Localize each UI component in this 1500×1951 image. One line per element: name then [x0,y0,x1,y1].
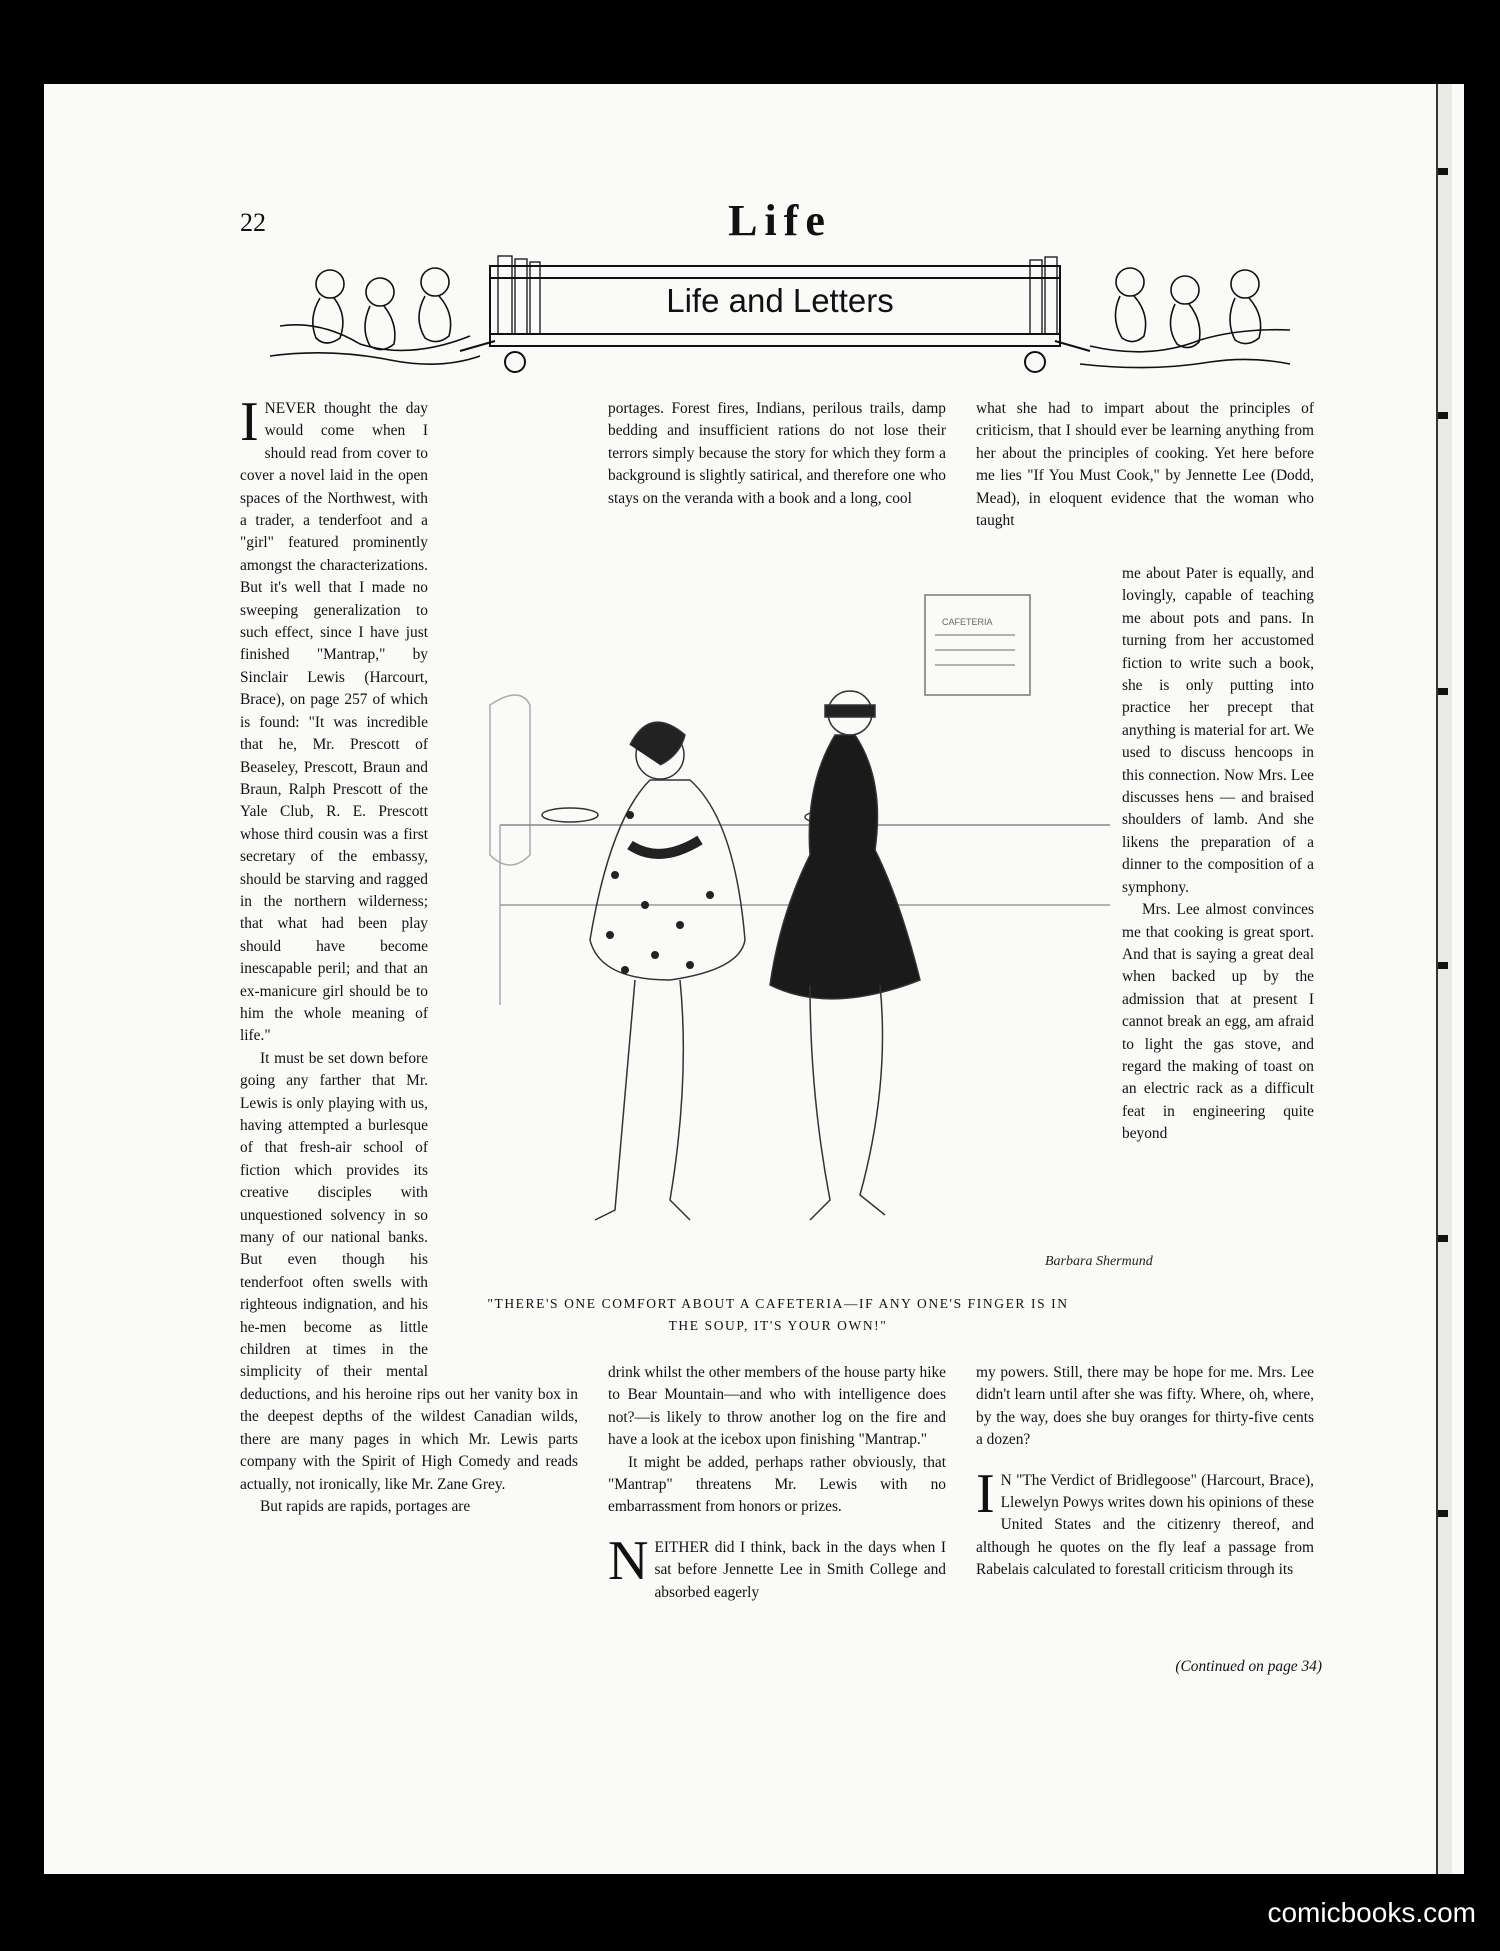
illustration-caption [448,1293,1108,1337]
masthead-title: Life [728,196,832,245]
caption-line-2: THE SOUP, IT'S YOUR OWN!" [668,1318,888,1333]
col3-paragraph-2-bottom: my powers. Still, there may be hope for me. Mrs. Lee didn't learn until after she was fifty. Where, oh, where, by the way, does she buy oranges for thirty-five cents a dozen? [976,1364,1314,1449]
drop-cap: I [976,1462,995,1525]
col1-paragraph-1-text: NEVER thought the day would come when I should read from cover to cover a novel laid in the open spaces of the Northwest, with a trader, a tenderfoot and a "girl" featured prominently amongst the characterizations. But it's well that I made no sweeping generalization to such effect, since I have just finished "Mantrap," by Sinclair Lewis (Harcourt, Brace), on page 257 of which is found: "It was incredible that he, Mr. Prescott of Beaseley, Prescott, Braun and Braun, Ralph Prescott of the Yale Club, R. E. Prescott whose third cousin was a first secretary of the embassy, should be starving and ragged in the northern wilderness; that what had been play should have become inescapable peril; and that an ex-manicure girl should be to him the whole meaning of life." [240,400,428,1045]
binding-mark [1438,168,1448,175]
column-3-bottom [976,1362,1314,1582]
col2-paragraph-1-top: portages. Forest fires, Indians, perilous trails, damp bedding and insufficient rations do not lose their terrors simply because the story for which they form a background is slightly satirical, and therefore one who stays on the veranda with a book and a long, cool [608,400,946,507]
watermark: comicbooks.com [1267,1897,1476,1928]
binding-mark [1438,962,1448,969]
column-3-top [976,398,1314,532]
col3-paragraph-1-top: what she had to impart about the principles of criticism, that I should ever be learning anything from her about the principles of cooking. Yet here before me lies "If You Must Cook," by Jennette Lee (Dodd, Mead), in eloquent evidence that the woman who taught [976,400,1314,530]
col3-paragraph-3: N "The Verdict of Bridlegoose" (Harcourt, Brace), Llewelyn Powys writes down his opinions of these United States and the citizenry thereof, and although he quotes on the fly leaf a passage from Rabelais calculated to forestall criticism through its [976,1471,1314,1579]
col1-paragraph-3: But rapids are rapids, portages are [260,1497,471,1515]
col3-paragraph-1-side: me about Pater is equally, and lovingly, capable of teaching me about pots and pans. In turning from her accustomed fiction to write such a book, she is only putting into practice her precept that anything is material for art. We used to discuss hencoops in this connection. Now Mrs. Lee discusses hens — and braised shoulders of lamb. And she likens the preparation of a dinner to the composition of a symphony. [1122,565,1314,896]
col2-paragraph-3: EITHER did I think, back in the days when I sat before Jennette Lee in Smith College and absorbed eagerly [654,1538,946,1601]
column-3-side [1122,563,1314,1146]
artist-signature: Barbara Shermund [1045,1254,1153,1269]
binding-mark [1438,688,1448,695]
column-2-bottom [608,1362,946,1604]
binding-mark [1438,412,1448,419]
binding-mark [1438,1235,1448,1242]
binding-mark [1438,1510,1448,1517]
col3-paragraph-2-side: Mrs. Lee almost convinces me that cooking is great sport. And that is saying a great deal when backed up by the admission that at present I cannot break an egg, am afraid to light the gas stove, and regard the making of toast on an electric rack as a difficult feat in engineering quite beyond [1122,901,1314,1143]
drop-cap: N [608,1529,649,1592]
cafeteria-illustration [480,585,1153,1285]
col1-paragraph-2: It must be set down before going any farther that Mr. Lewis is only playing with us, having attempted a burlesque of that fresh-air school of fiction which provides its creative disciples with unquestioned solvency in so many of our national banks. But even though his tenderfoot often swells with righteous indignation, and his he-men become as little children at times in the simplicity of their mental deductions, and his heroine rips out her vanity box in the deepest depths of the wildest Canadian wilds, there are many pages in which Mr. Lewis parts company with the Spirit of High Comedy and reads actually, not ironically, like Mr. Zane Grey. [240,1049,578,1493]
banner-illustration [260,256,1300,386]
col2-paragraph-2: It might be added, perhaps rather obviously, that "Mantrap" threatens Mr. Lewis with no embarrassment from honors or prizes. [608,1453,946,1516]
section-title: Life and Letters [666,282,894,319]
drop-cap: I [240,391,259,453]
continued-note: (Continued on page 34) [1175,1658,1322,1675]
next-page-edge [1436,84,1452,1874]
column-2-top [608,398,946,510]
page-number: 22 [240,208,266,237]
wall-sign-text: CAFETERIA [942,617,993,627]
caption-line-1: "THERE'S ONE COMFORT ABOUT A CAFETERIA—IF ANY ONE'S FINGER IS IN [487,1296,1069,1311]
col2-paragraph-1-bottom: drink whilst the other members of the house party hike to Bear Mountain—and who with intelligence does not?—is likely to throw another log on the fire and have a look at the icebox upon finishing "Mantrap." [608,1364,946,1449]
